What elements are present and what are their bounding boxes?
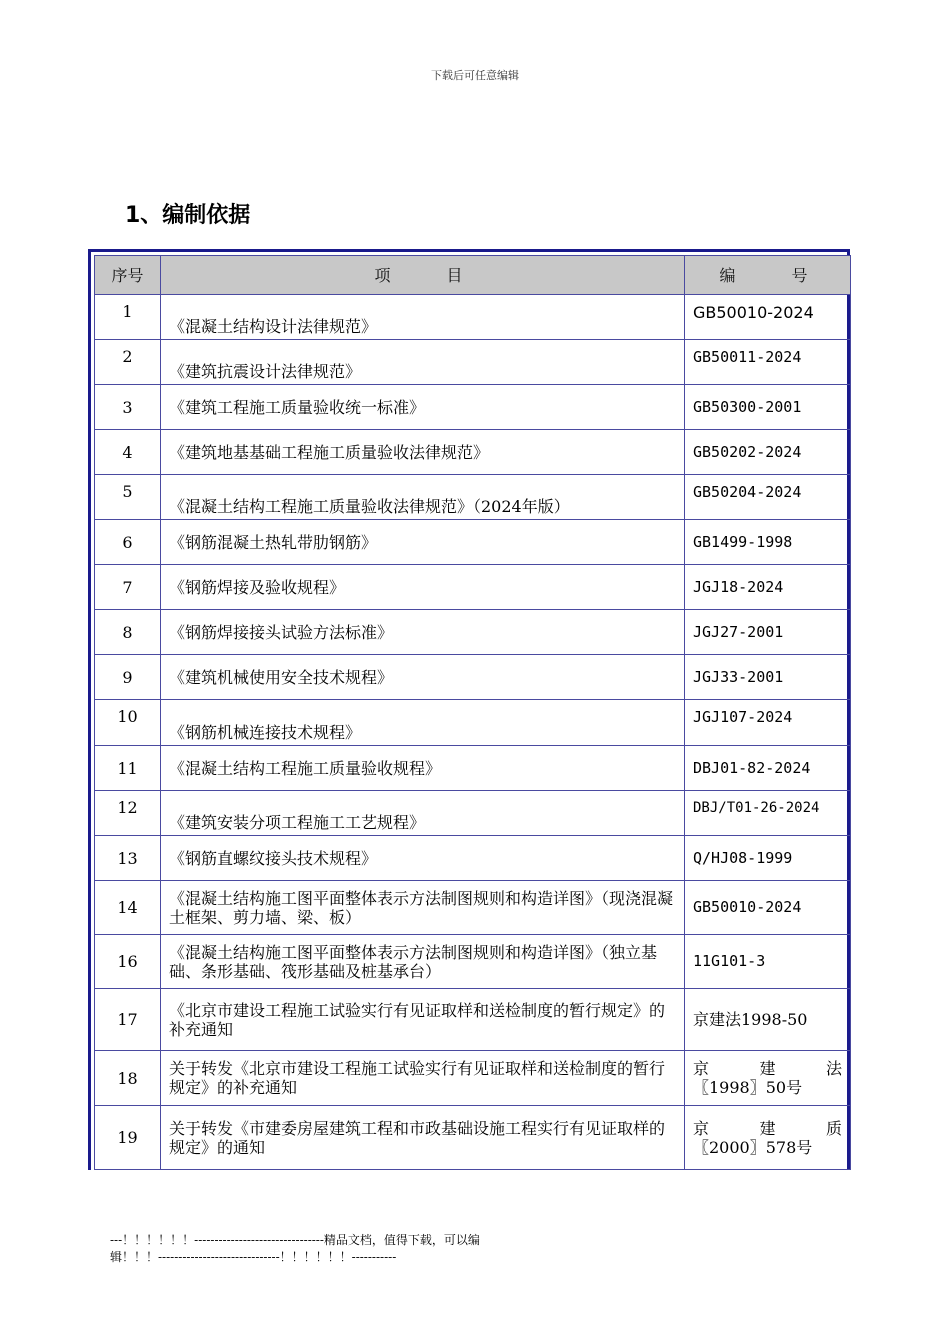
row-seq: 1 (95, 295, 161, 340)
row-code: 11G101-3 (685, 935, 851, 989)
table-header-row (95, 256, 851, 295)
row-seq: 3 (95, 385, 161, 430)
row-code: DBJ01-82-2024 (685, 746, 851, 791)
row-item: 《混凝土结构工程施工质量验收规程》 (161, 746, 685, 791)
basis-table-frame (88, 249, 850, 1170)
row-code (685, 1106, 851, 1170)
row-code: GB50011-2024 (685, 340, 851, 385)
table-row (95, 1051, 851, 1106)
row-item: 《混凝土结构施工图平面整体表示方法制图规则和构造详图》（独立基础、条形基础、筏形基础及桩基承台） (161, 935, 685, 989)
row-code: 京建法1998-50 (685, 989, 851, 1051)
row-code: GB50010-2024 (685, 295, 851, 340)
row-item: 《钢筋混凝土热轧带肋钢筋》 (161, 520, 685, 565)
row-code-line1: 京 建 质 (693, 1118, 842, 1138)
table-row (95, 791, 851, 836)
row-code: GB50204-2024 (685, 475, 851, 520)
row-seq: 16 (95, 935, 161, 989)
row-item: 《钢筋机械连接技术规程》 (161, 700, 685, 746)
footer-line-1: ---！！！！！！--------------------------------精品文档，值得下载，可以编 (110, 1233, 480, 1247)
table-row (95, 1106, 851, 1170)
row-item: 《建筑工程施工质量验收统一标准》 (161, 385, 685, 430)
row-item: 《钢筋焊接及验收规程》 (161, 565, 685, 610)
row-code: GB50010-2024 (685, 881, 851, 935)
row-item: 《混凝土结构设计法律规范》 (161, 295, 685, 340)
row-item: 关于转发《北京市建设工程施工试验实行有见证取样和送检制度的暂行规定》的补充通知 (161, 1051, 685, 1106)
table-row (95, 340, 851, 385)
row-code-line2: 〖1998〗50号 (693, 1078, 803, 1097)
table-row (95, 836, 851, 881)
header-code: 编 号 (685, 256, 851, 295)
row-item: 关于转发《市建委房屋建筑工程和市政基础设施工程实行有见证取样的规定》的通知 (161, 1106, 685, 1170)
basis-table (94, 255, 851, 1170)
row-item: 《建筑安装分项工程施工工艺规程》 (161, 791, 685, 836)
row-seq: 17 (95, 989, 161, 1051)
row-code: JGJ18-2024 (685, 565, 851, 610)
table-row (95, 989, 851, 1051)
row-seq: 2 (95, 340, 161, 385)
row-code: JGJ27-2001 (685, 610, 851, 655)
row-seq: 14 (95, 881, 161, 935)
footer-note (110, 1232, 480, 1266)
row-code: JGJ33-2001 (685, 655, 851, 700)
header-item: 项 目 (161, 256, 685, 295)
row-code: Q/HJ08-1999 (685, 836, 851, 881)
row-seq: 18 (95, 1051, 161, 1106)
row-code: GB50202-2024 (685, 430, 851, 475)
table-row (95, 746, 851, 791)
table-row (95, 430, 851, 475)
row-item: 《建筑抗震设计法律规范》 (161, 340, 685, 385)
row-seq: 9 (95, 655, 161, 700)
table-row (95, 935, 851, 989)
row-item: 《混凝土结构工程施工质量验收法律规范》（2024年版） (161, 475, 685, 520)
table-row (95, 700, 851, 746)
table-row (95, 385, 851, 430)
row-seq: 4 (95, 430, 161, 475)
footer-line-2: 辑！！！------------------------------！！！！！！----------- (110, 1250, 397, 1264)
row-code-line2: 〖2000〗578号 (693, 1137, 813, 1157)
section-title: 1、编制依据 (125, 203, 251, 228)
table-row (95, 655, 851, 700)
table-row (95, 881, 851, 935)
row-code: DBJ/T01-26-2024 (685, 791, 851, 836)
row-item: 《建筑地基基础工程施工质量验收法律规范》 (161, 430, 685, 475)
row-code-line1: 京 建 法 (693, 1059, 842, 1078)
row-code (685, 1051, 851, 1106)
row-item: 《北京市建设工程施工试验实行有见证取样和送检制度的暂行规定》的补充通知 (161, 989, 685, 1051)
row-seq: 5 (95, 475, 161, 520)
row-code: GB50300-2001 (685, 385, 851, 430)
row-seq: 12 (95, 791, 161, 836)
table-row (95, 565, 851, 610)
header-note: 下载后可任意编辑 (431, 69, 519, 82)
table-row (95, 610, 851, 655)
table-row (95, 520, 851, 565)
row-item: 《建筑机械使用安全技术规程》 (161, 655, 685, 700)
row-code: JGJ107-2024 (685, 700, 851, 746)
row-seq: 19 (95, 1106, 161, 1170)
row-seq: 8 (95, 610, 161, 655)
row-code: GB1499-1998 (685, 520, 851, 565)
row-item: 《钢筋焊接接头试验方法标准》 (161, 610, 685, 655)
row-seq: 11 (95, 746, 161, 791)
row-seq: 6 (95, 520, 161, 565)
header-seq: 序号 (95, 256, 161, 295)
row-seq: 13 (95, 836, 161, 881)
table-row (95, 295, 851, 340)
row-item: 《钢筋直螺纹接头技术规程》 (161, 836, 685, 881)
row-seq: 10 (95, 700, 161, 746)
row-item: 《混凝土结构施工图平面整体表示方法制图规则和构造详图》（现浇混凝土框架、剪力墙、梁、板） (161, 881, 685, 935)
table-row (95, 475, 851, 520)
row-seq: 7 (95, 565, 161, 610)
